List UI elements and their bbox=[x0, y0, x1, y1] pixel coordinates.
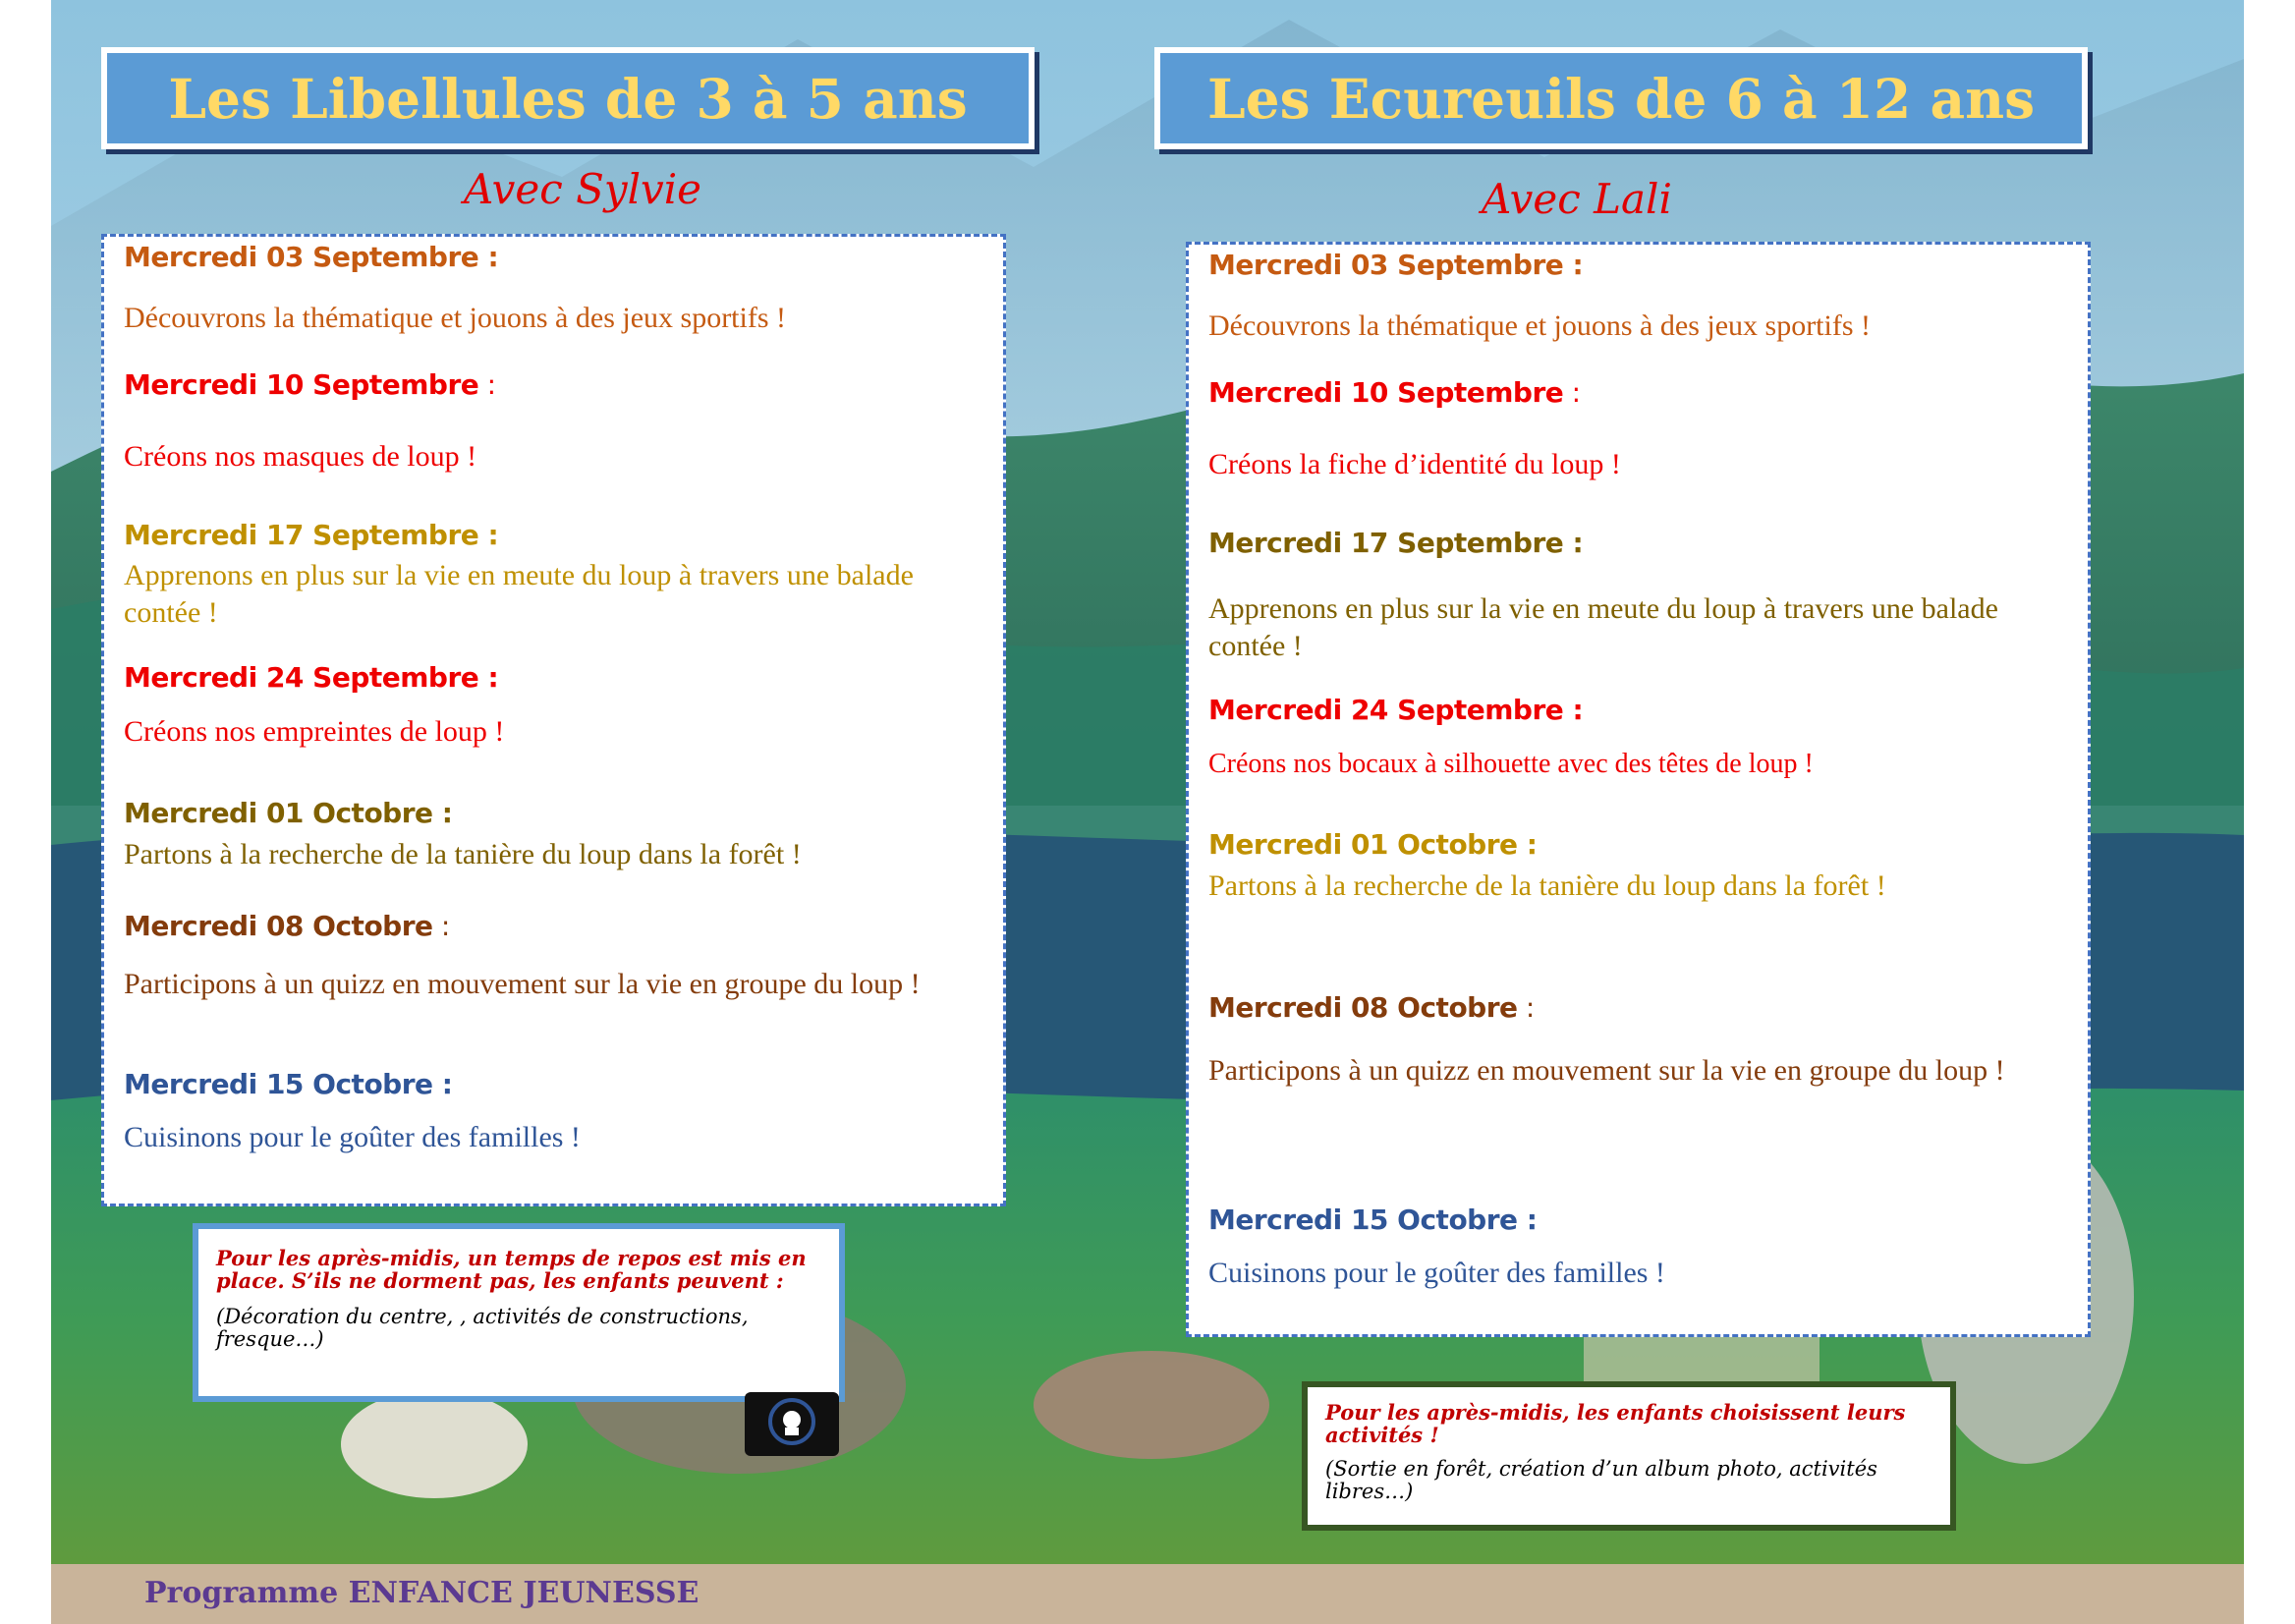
cook-logo bbox=[745, 1392, 839, 1456]
left-activity-5: Partons à la recherche de la tanière du loup dans la forêt ! bbox=[124, 838, 802, 870]
footer-bar bbox=[51, 1564, 2244, 1624]
right-activity-5: Partons à la recherche de la tanière du loup dans la forêt ! bbox=[1208, 869, 1886, 902]
left-activity-7: Cuisinons pour le goûter des familles ! bbox=[124, 1121, 581, 1153]
left-day-5: Mercredi 01 Octobre : bbox=[124, 797, 453, 829]
chef-hat-icon bbox=[745, 1392, 839, 1456]
left-day-1: Mercredi 03 Septembre : bbox=[124, 241, 499, 273]
right-activity-1: Découvrons la thématique et jouons à des jeux sportifs ! bbox=[1208, 309, 1872, 342]
right-note-body: (Sortie en forêt, création d’un album photo, activités libres…) bbox=[1325, 1457, 1877, 1503]
left-activity-4: Créons nos empreintes de loup ! bbox=[124, 715, 505, 748]
left-day-6: Mercredi 08 Octobre : bbox=[124, 910, 450, 942]
left-activity-1: Découvrons la thématique et jouons à des jeux sportifs ! bbox=[124, 302, 787, 334]
right-note-title: Pour les après-midis, les enfants choisissent leurs activités ! bbox=[1325, 1400, 1906, 1447]
right-activity-6: Participons à un quizz en mouvement sur la vie en groupe du loup ! bbox=[1208, 1054, 2005, 1087]
right-activity-4: Créons nos bocaux à silhouette avec des têtes de loup ! bbox=[1208, 749, 1814, 779]
left-note-title: Pour les après-midis, un temps de repos est mis en place. S’ils ne dorment pas, les enfants peuvent : bbox=[216, 1246, 807, 1293]
right-day-3: Mercredi 17 Septembre : bbox=[1208, 527, 1584, 559]
right-day-4: Mercredi 24 Septembre : bbox=[1208, 694, 1584, 726]
left-animator-name: Avec Sylvie bbox=[464, 165, 702, 213]
right-group-title: Les Ecureuils de 6 à 12 ans bbox=[1154, 47, 2088, 149]
right-activity-2: Créons la fiche d’identité du loup ! bbox=[1208, 448, 1621, 480]
left-activity-6: Participons à un quizz en mouvement sur la vie en groupe du loup ! bbox=[124, 968, 921, 1000]
left-activity-3: Apprenons en plus sur la vie en meute du loup à travers une balade contée ! bbox=[124, 559, 914, 629]
right-activity-7: Cuisinons pour le goûter des familles ! bbox=[1208, 1257, 1665, 1289]
footer-label: Programme ENFANCE JEUNESSE bbox=[144, 1576, 700, 1610]
left-day-7: Mercredi 15 Octobre : bbox=[124, 1068, 453, 1100]
right-day-1: Mercredi 03 Septembre : bbox=[1208, 249, 1584, 281]
left-day-3: Mercredi 17 Septembre : bbox=[124, 519, 499, 551]
right-activity-3: Apprenons en plus sur la vie en meute du loup à travers une balade contée ! bbox=[1208, 592, 1998, 662]
right-day-7: Mercredi 15 Octobre : bbox=[1208, 1204, 1538, 1236]
left-day-4: Mercredi 24 Septembre : bbox=[124, 661, 499, 694]
right-day-2: Mercredi 10 Septembre : bbox=[1208, 376, 1581, 409]
right-day-6: Mercredi 08 Octobre : bbox=[1208, 991, 1535, 1024]
right-animator-name: Avec Lali bbox=[1482, 175, 1672, 223]
left-activity-2: Créons nos masques de loup ! bbox=[124, 440, 477, 473]
left-schedule-panel bbox=[101, 234, 1006, 1206]
left-group-title: Les Libellules de 3 à 5 ans bbox=[101, 47, 1035, 149]
right-afternoon-note bbox=[1302, 1381, 1956, 1531]
right-schedule-panel bbox=[1186, 242, 2091, 1337]
left-note-body: (Décoration du centre, , activités de constructions, fresque…) bbox=[216, 1305, 749, 1351]
left-day-2: Mercredi 10 Septembre : bbox=[124, 368, 496, 401]
left-afternoon-note bbox=[193, 1223, 845, 1402]
right-day-5: Mercredi 01 Octobre : bbox=[1208, 828, 1538, 861]
